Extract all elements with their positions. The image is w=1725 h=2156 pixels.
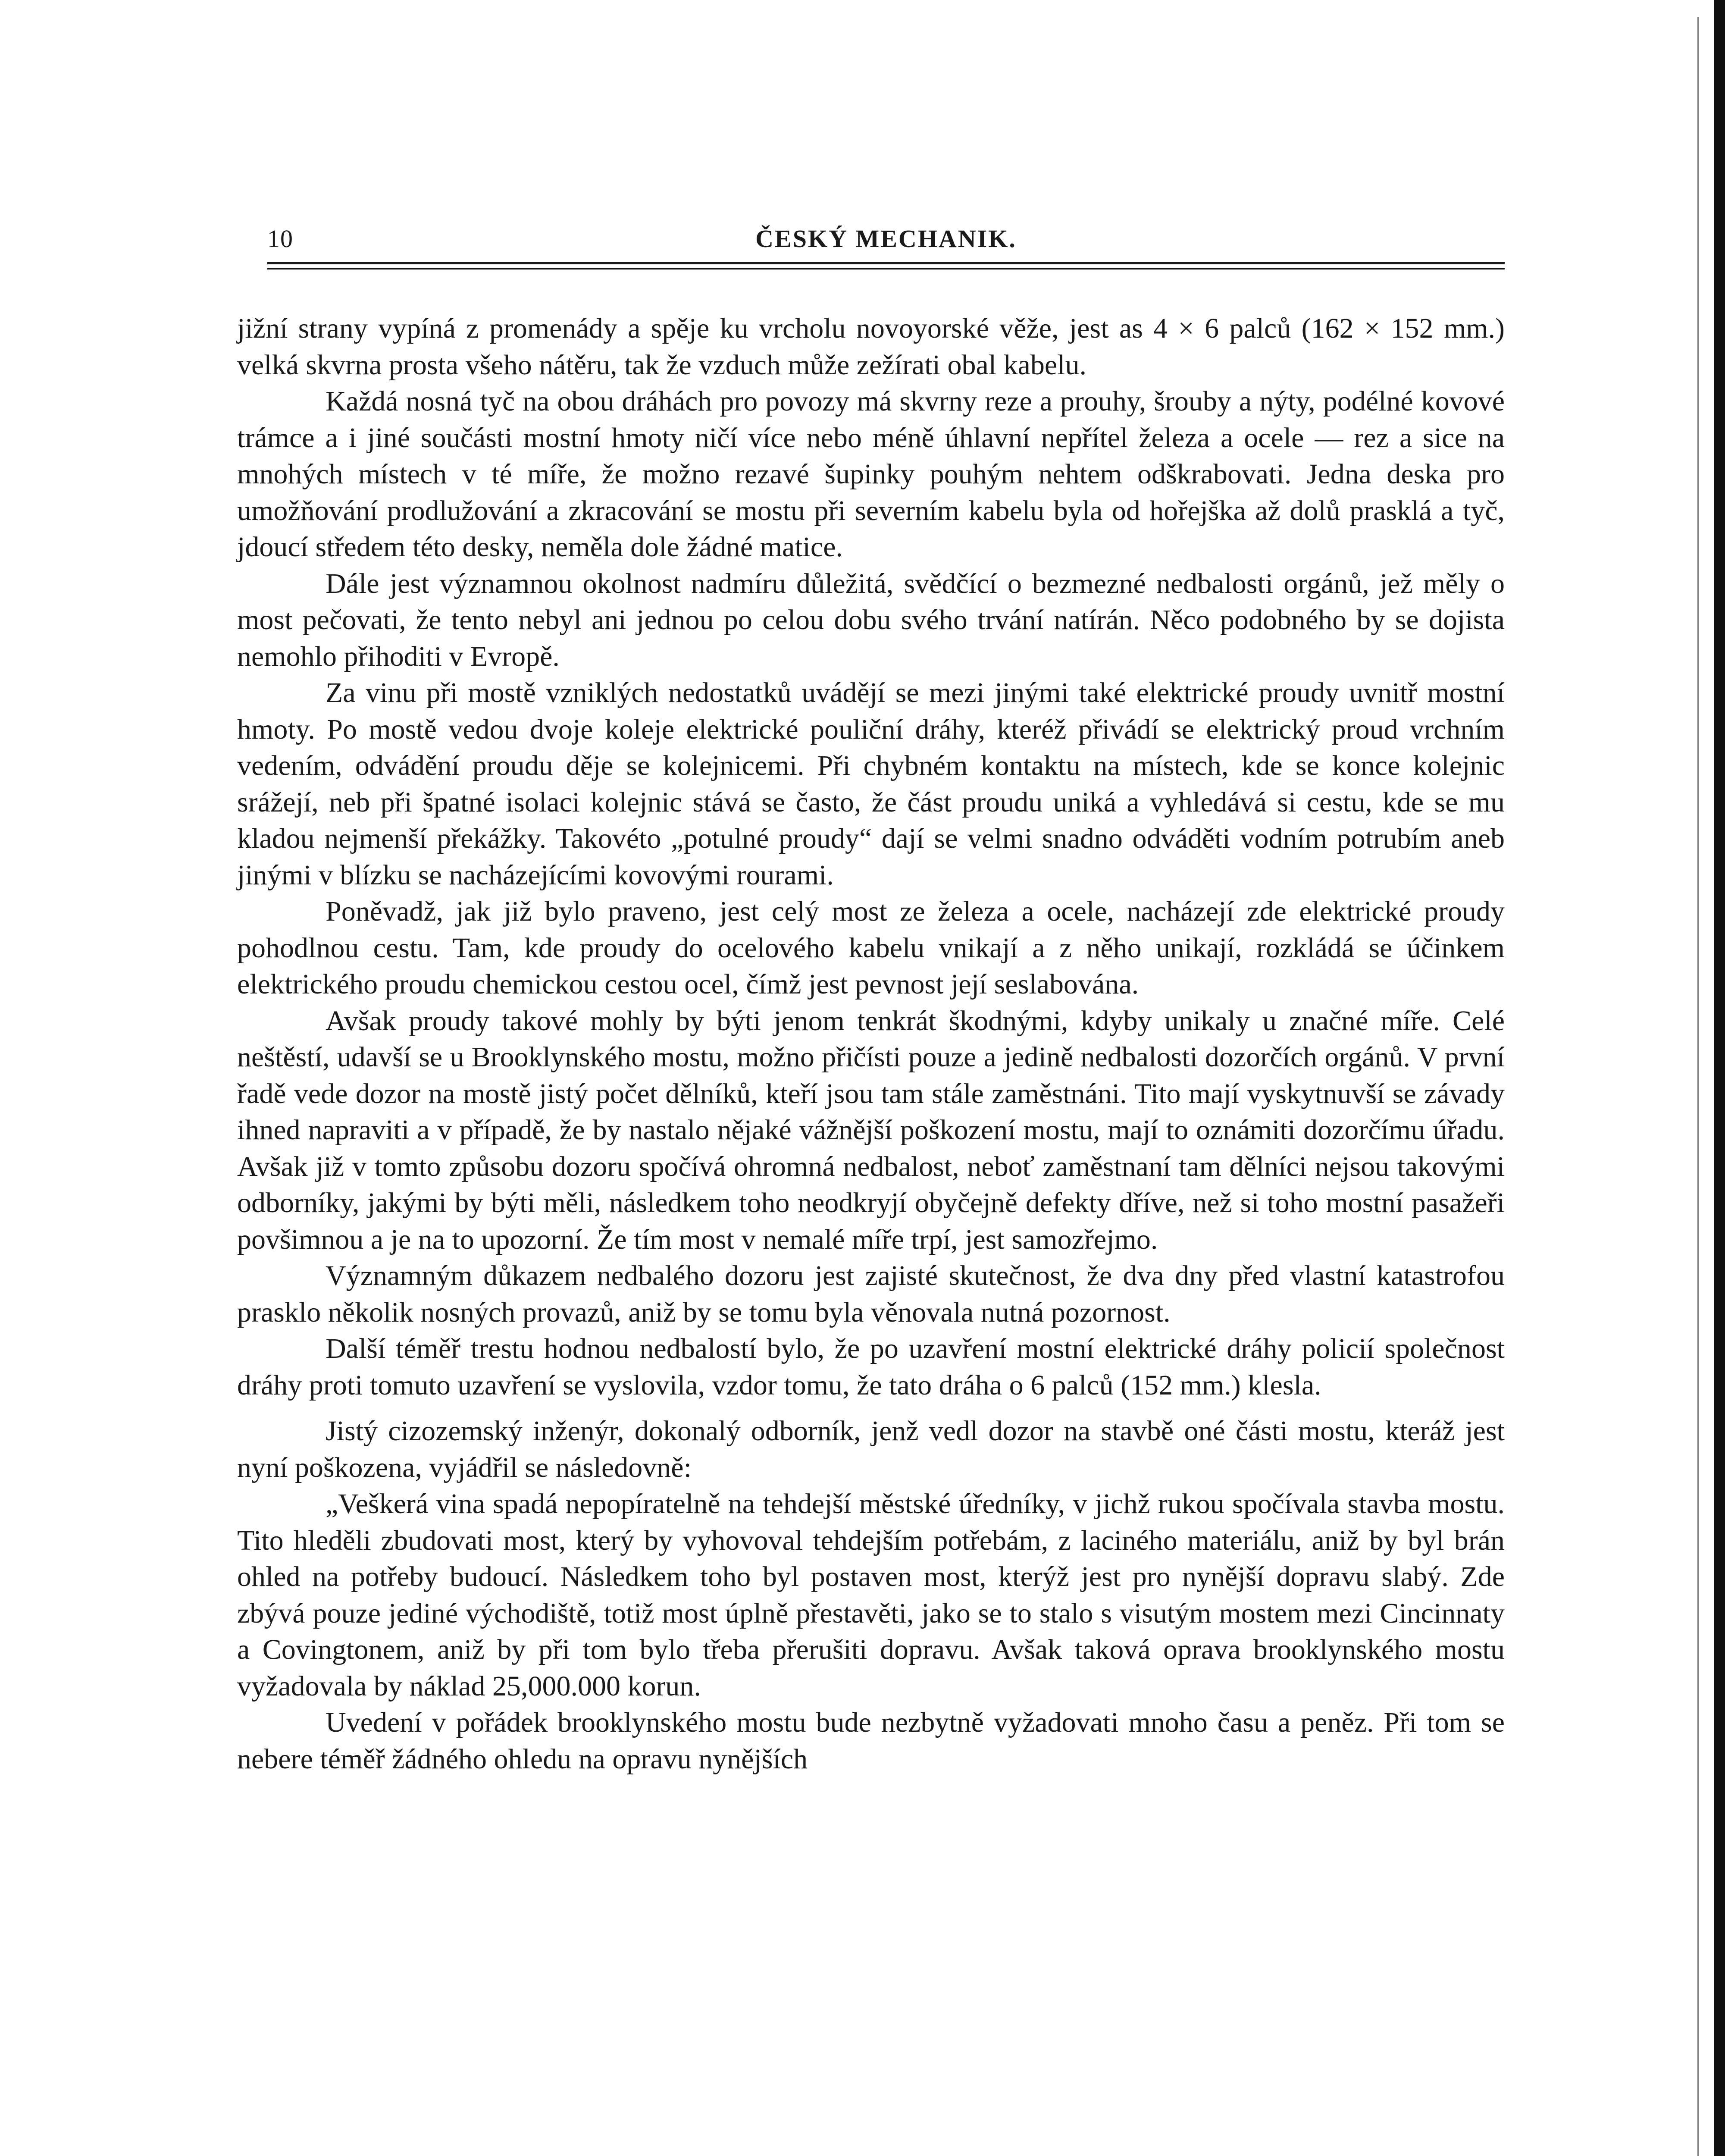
paragraph-8: Další téměř trestu hodnou nedbalostí bylo, že po uzavření mostní elektrické dráhy policií společnost dráhy proti tomuto uzavření se vyslovila, vzdor tomu, že tato dráha o 6 palců (152 mm.) klesla.: [237, 1333, 1505, 1401]
paragraph-1: jižní strany vypíná z promenády a spěje ku vrcholu novoyorské věže, jest as 4 × 6 palců (162 × 152 mm.) velká skvrna prosta všeho nátěru, tak že vzduch může zežírati obal kabelu.: [237, 313, 1505, 381]
paragraph-4: Za vinu při mostě vzniklých nedostatků uvádějí se mezi jinými také elektrické proudy uvnitř mostní hmoty. Po mostě vedou dvoje koleje elektrické pouliční dráhy, kteréž přivádí se elektrický proud vrchním vedením, odvádění proudu děje se kolejnicemi. Při chybném kontaktu na místech, kde se konce kolejnic srážejí, neb při špatné isolaci kolejnic stává se často, že část proudu uniká a vyhledává si cestu, kde se mu kladou nejmenší překážky. Takovéto „potulné proudy“ dají se velmi snadno odváděti vodním potrubím aneb jinými v blízku se nacházejícími kovovými rourami.: [237, 677, 1505, 891]
header-rule-bottom: [267, 268, 1505, 270]
page-header: [267, 224, 1505, 259]
paragraph-7: Významným důkazem nedbalého dozoru jest zajisté skutečnost, že dva dny před vlastní katastrofou prasklo několik nosných provazů, aniž by se tomu byla věnovala nutná pozornost.: [237, 1260, 1505, 1328]
page-number: 10: [267, 225, 293, 253]
paragraph-11: Uvedení v pořádek brooklynského mostu bude nezbytně vyžadovati mnoho času a peněz. Při tom se nebere téměř žádného ohledu na opravu nynějších: [237, 1707, 1505, 1775]
header-rule-top: [267, 262, 1505, 264]
paragraph-2: Každá nosná tyč na obou dráhách pro povozy má skvrny reze a prouhy, šrouby a nýty, podélné kovové trámce a i jiné součásti mostní hmoty ničí více nebo méně úhlavní nepřítel železa a ocele — rez a sice na mnohých místech v té míře, že možno rezavé šupinky pouhým nehtem odškrabovati. Jedna deska pro umožňování prodlužování a zkracování se mostu při severním kabelu byla od hořejška až dolů prasklá a tyč, jdoucí středem této desky, neměla dole žádné matice.: [237, 385, 1505, 563]
paragraph-9: Jistý cizozemský inženýr, dokonalý odborník, jenž vedl dozor na stavbě oné části mostu, kteráž jest nyní poškozena, vyjádřil se následovně:: [237, 1415, 1505, 1483]
page-edge-line: [1697, 17, 1699, 2156]
running-title: ČESKÝ MECHANIK.: [755, 225, 1017, 253]
body-text: [237, 310, 1505, 1777]
page-edge-shadow: [1714, 0, 1725, 2156]
quote-paragraph: „Veškerá vina spadá nepopíratelně na tehdejší městské úředníky, v jichž rukou spočívala stavba mostu. Tito hleděli zbudovati most, který by vyhovoval tehdejším potřebám, z laciného materiálu, aniž by byl brán ohled na potřeby budoucí. Následkem toho byl postaven most, kterýž jest pro nynější dopravu slabý. Zde zbývá pouze jediné východiště, totiž most úplně přestavěti, jako se to stalo s visutým mostem mezi Cincinnaty a Covingtonem, aniž by při tom bylo třeba přerušiti dopravu. Avšak taková oprava brooklynského mostu vyžadovala by náklad 25,000.000 korun.: [237, 1488, 1505, 1702]
paragraph-5: Poněvadž, jak již bylo praveno, jest celý most ze železa a ocele, nacházejí zde elektrické proudy pohodlnou cestu. Tam, kde proudy do ocelového kabelu vnikají a z něho unikají, rozkládá se účinkem elektrického proudu chemickou cestou ocel, čímž jest pevnost její seslabována.: [237, 896, 1505, 1000]
paragraph-6: Avšak proudy takové mohly by býti jenom tenkrát škodnými, kdyby unikaly u značné míře. Celé neštěstí, udavší se u Brooklynského mostu, možno přičísti pouze a jedině nedbalosti dozorčích orgánů. V první řadě vede dozor na mostě jistý počet dělníků, kteří jsou tam stále zaměstnáni. Tito mají vyskytnuvší se závady ihned napraviti a v případě, že by nastalo nějaké vážnější poškození mostu, mají to oznámiti dozorčímu úřadu. Avšak již v tomto způsobu dozoru spočívá ohromná nedbalost, neboť zaměstnaní tam dělníci nejsou takovými odborníky, jakými by býti měli, následkem toho neodkryjí obyčejně defekty dříve, než si toho mostní pasažeři povšimnou a je na to upozorní. Že tím most v nemalé míře trpí, jest samozřejmo.: [237, 1005, 1505, 1255]
paragraph-3: Dále jest významnou okolnost nadmíru důležitá, svědčící o bezmezné nedbalosti orgánů, jež měly o most pečovati, že tento nebyl ani jednou po celou dobu svého trvání natírán. Něco podobného by se dojista nemohlo přihoditi v Evropě.: [237, 567, 1505, 672]
